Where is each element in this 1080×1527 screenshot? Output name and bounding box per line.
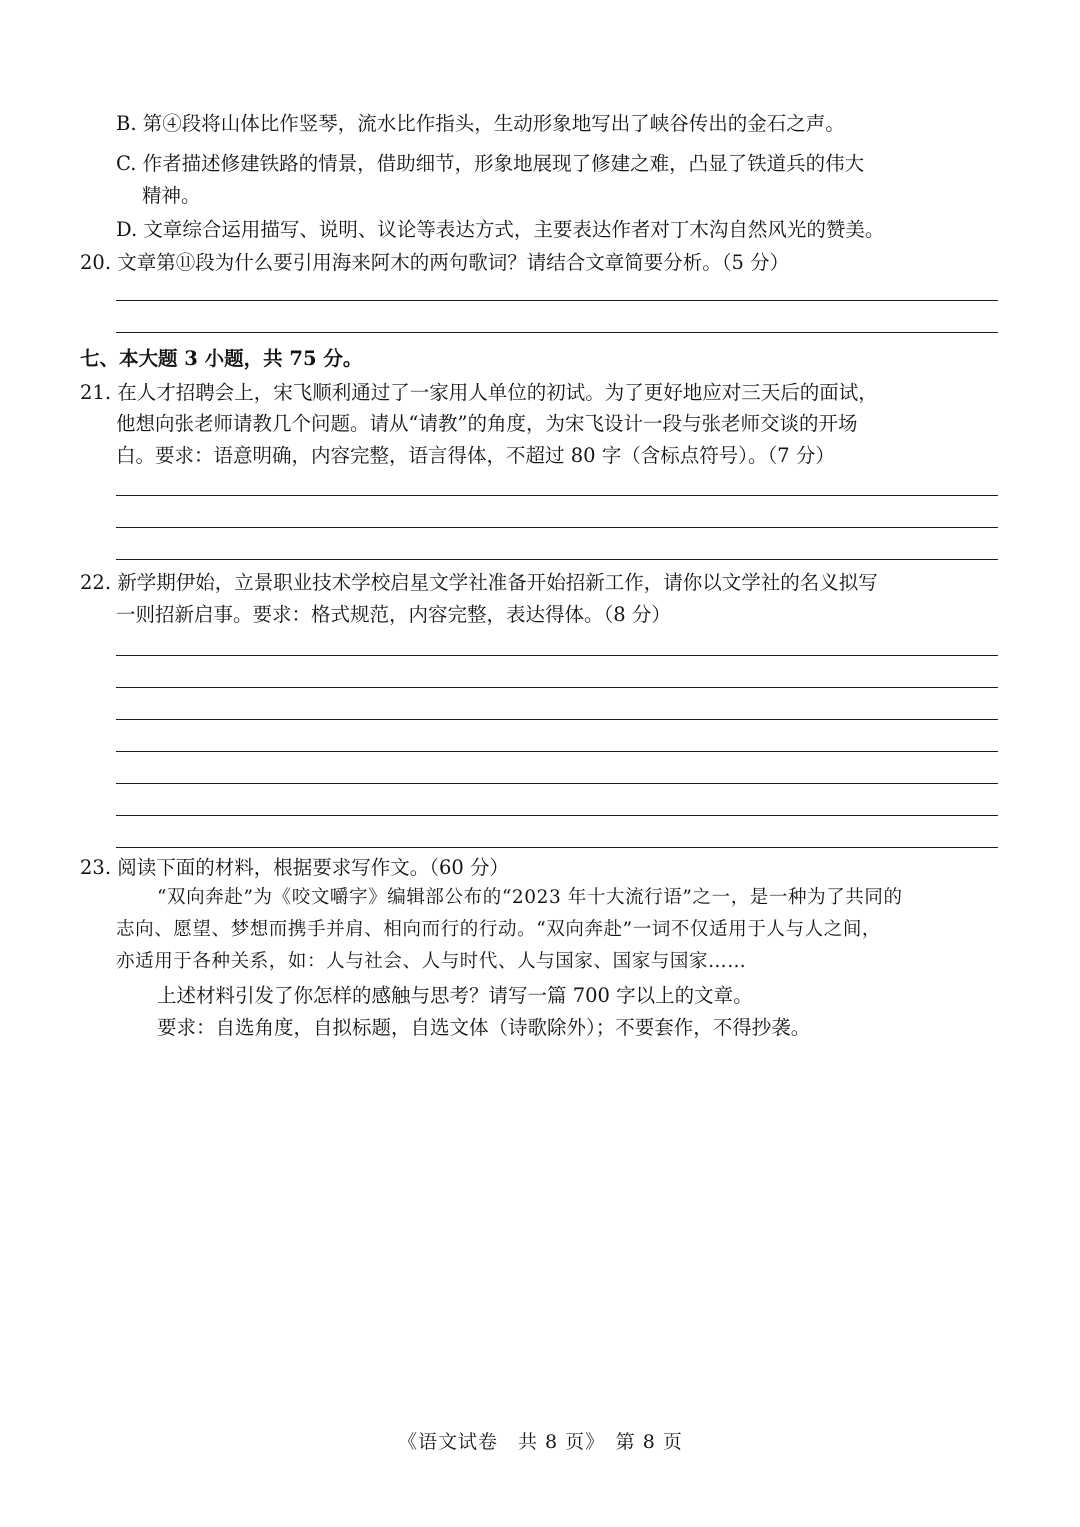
question-23: 23. 阅读下面的材料，根据要求写作文。（60 分） [80, 856, 509, 879]
material-line3: 亦适用于各种关系，如：人与社会、人与时代、人与国家、国家与国家…… [116, 951, 747, 972]
option-b: B. 第④段将山体比作竖琴，流水比作指头，生动形象地写出了峡谷传出的金石之声。 [116, 112, 845, 135]
essay-prompt: 上述材料引发了你怎样的感触与思考？请写一篇 700 字以上的文章。 [157, 984, 753, 1007]
page-footer: 《语文试卷 共 8 页》 第 8 页 [398, 1431, 683, 1453]
answer-line[interactable] [116, 495, 998, 496]
answer-line[interactable] [116, 847, 998, 848]
answer-line[interactable] [116, 527, 998, 528]
answer-line[interactable] [116, 719, 998, 720]
answer-line[interactable] [116, 687, 998, 688]
question-21-line3: 白。要求：语意明确，内容完整，语言得体，不超过 80 字（含标点符号）。（7 分） [116, 444, 835, 467]
answer-line[interactable] [116, 300, 998, 301]
option-c-line2: 精神。 [142, 184, 201, 207]
question-21-line2: 他想向张老师请教几个问题。请从“请教”的角度，为宋飞设计一段与张老师交谈的开场 [116, 412, 858, 435]
question-22-line2: 一则招新启事。要求：格式规范，内容完整，表达得体。（8 分） [116, 603, 671, 626]
essay-requirements: 要求：自选角度，自拟标题，自选文体（诗歌除外）；不要套作，不得抄袭。 [157, 1016, 811, 1039]
material-line2: 志向、愿望、梦想而携手并肩、相向而行的行动。“双向奔赴”一词不仅适用于人与人之间， [116, 919, 882, 940]
question-21-line1: 21. 在人才招聘会上，宋飞顺利通过了一家用人单位的初试。为了更好地应对三天后的面试， [80, 381, 878, 404]
option-d: D. 文章综合运用描写、说明、议论等表达方式，主要表达作者对丁木沟自然风光的赞美。 [116, 218, 885, 241]
answer-line[interactable] [116, 559, 998, 560]
answer-line[interactable] [116, 655, 998, 656]
section-heading: 七、本大题 3 小题，共 75 分。 [80, 347, 363, 370]
answer-line[interactable] [116, 751, 998, 752]
answer-line[interactable] [116, 815, 998, 816]
option-c-line1: C. 作者描述修建铁路的情景，借助细节，形象地展现了修建之难，凸显了铁道兵的伟大 [116, 152, 865, 175]
material-line1: “双向奔赴”为《咬文嚼字》编辑部公布的“2023 年十大流行语”之一，是一种为了共同的 [157, 887, 903, 908]
question-20: 20. 文章第⑪段为什么要引用海来阿木的两句歌词？请结合文章简要分析。（5 分） [80, 251, 790, 274]
answer-line[interactable] [116, 783, 998, 784]
question-22-line1: 22. 新学期伊始，立景职业技术学校启星文学社准备开始招新工作，请你以文学社的名义拟写 [80, 571, 878, 594]
answer-line[interactable] [116, 332, 998, 333]
